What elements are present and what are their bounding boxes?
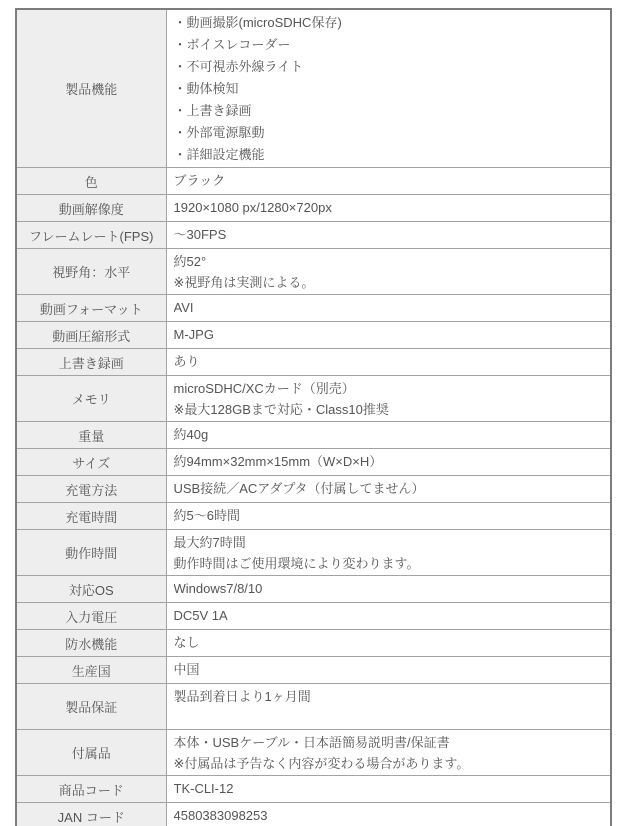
spec-value — [166, 603, 611, 630]
spec-value-line: microSDHC/XCカード（別売） — [173, 381, 355, 396]
table-row — [16, 222, 611, 249]
spec-value — [166, 449, 611, 476]
spec-value-line: なし — [173, 635, 200, 650]
spec-value — [166, 684, 611, 730]
spec-label: 動画解像度 — [16, 195, 166, 222]
spec-value-line: 中国 — [173, 662, 200, 677]
spec-label: 充電時間 — [16, 503, 166, 530]
spec-value-line — [174, 707, 604, 728]
table-row — [16, 249, 611, 295]
table-row — [16, 503, 611, 530]
spec-value — [166, 222, 611, 249]
table-row — [16, 803, 611, 826]
spec-value — [166, 295, 611, 322]
spec-label: 充電方法 — [16, 476, 166, 503]
spec-value — [166, 349, 611, 376]
spec-label: 動画圧縮形式 — [16, 322, 166, 349]
spec-value-line: 1920×1080 px/1280×720px — [173, 200, 332, 215]
table-row — [16, 730, 611, 776]
spec-label: 色 — [16, 168, 166, 195]
spec-label: 生産国 — [16, 657, 166, 684]
spec-value-line: DC5V 1A — [173, 608, 228, 623]
spec-label: 防水機能 — [16, 630, 166, 657]
table-row — [16, 195, 611, 222]
table-row — [16, 9, 611, 168]
table-row — [16, 657, 611, 684]
spec-label: 動作時間 — [16, 530, 166, 576]
spec-table-body — [16, 9, 611, 826]
spec-value-line: 本体・USBケーブル・日本語簡易説明書/保証書 — [173, 735, 450, 750]
spec-value — [166, 730, 611, 776]
table-row — [16, 630, 611, 657]
spec-value-line: 約5～6時間 — [173, 508, 240, 523]
table-row — [16, 530, 611, 576]
spec-value — [166, 576, 611, 603]
spec-label: 上書き録画 — [16, 349, 166, 376]
table-row — [16, 322, 611, 349]
spec-label: 視野角：水平 — [16, 249, 166, 295]
spec-label: 製品機能 — [16, 9, 166, 168]
spec-value-line: 製品到着日より1ヶ月間 — [173, 689, 311, 704]
spec-value-line: 約52° — [173, 254, 207, 269]
spec-value-line: TK-CLI-12 — [173, 781, 234, 796]
spec-value — [166, 530, 611, 576]
spec-value-line: ブラック — [173, 173, 226, 188]
table-row — [16, 376, 611, 422]
spec-label: 付属品 — [16, 730, 166, 776]
spec-value-line: ～30FPS — [173, 227, 227, 242]
spec-value — [166, 776, 611, 803]
spec-value-line: ・動体検知 — [173, 81, 239, 96]
spec-value-line: ※視野角は実測による。 — [173, 275, 315, 290]
table-row — [16, 684, 611, 730]
spec-value — [166, 249, 611, 295]
spec-value — [166, 657, 611, 684]
spec-value-line: 4580383098253 — [173, 808, 268, 823]
spec-value-line: ・外部電源駆動 — [173, 125, 265, 140]
spec-value-line: USB接続／ACアダプタ（付属してません） — [173, 481, 425, 496]
spec-label: 商品コード — [16, 776, 166, 803]
spec-value — [166, 503, 611, 530]
spec-label: 重量 — [16, 422, 166, 449]
spec-value — [166, 195, 611, 222]
spec-value-line: ・不可視赤外線ライト — [173, 59, 304, 74]
table-row — [16, 776, 611, 803]
spec-value-line: ・ボイスレコーダー — [173, 37, 291, 52]
spec-value-line: 約94mm×32mm×15mm（W×D×H） — [173, 454, 383, 469]
spec-value-line: Windows7/8/10 — [173, 581, 263, 596]
spec-value-line: M-JPG — [173, 327, 214, 342]
spec-label: JAN コード — [16, 803, 166, 826]
spec-label: メモリ — [16, 376, 166, 422]
spec-value — [166, 9, 611, 168]
spec-value-line: ・上書き録画 — [173, 103, 252, 118]
spec-label: 製品保証 — [16, 684, 166, 730]
spec-label: フレームレート(FPS) — [16, 222, 166, 249]
table-row — [16, 168, 611, 195]
table-row — [16, 422, 611, 449]
spec-value-line: ・動画撮影(microSDHC保存) — [173, 15, 342, 30]
spec-value-line: AVI — [173, 300, 194, 315]
spec-value-line: 動作時間はご使用環境により変わります。 — [173, 556, 420, 571]
spec-value — [166, 376, 611, 422]
spec-value-line: ・詳細設定機能 — [173, 147, 265, 162]
spec-value — [166, 322, 611, 349]
spec-label: 動画フォーマット — [16, 295, 166, 322]
spec-value — [166, 630, 611, 657]
spec-value-line: 最大約7時間 — [173, 535, 246, 550]
table-row — [16, 603, 611, 630]
spec-label: サイズ — [16, 449, 166, 476]
table-row — [16, 576, 611, 603]
spec-value-line: 約40g — [173, 427, 209, 442]
spec-value-line: ※最大128GBまで対応・Class10推奨 — [173, 402, 389, 417]
table-row — [16, 295, 611, 322]
table-row — [16, 476, 611, 503]
spec-value — [166, 803, 611, 826]
spec-label: 対応OS — [16, 576, 166, 603]
spec-value-line: ※付属品は予告なく内容が変わる場合があります。 — [173, 756, 470, 771]
table-row — [16, 349, 611, 376]
product-spec-table — [15, 8, 612, 826]
spec-value — [166, 476, 611, 503]
spec-value — [166, 422, 611, 449]
spec-value — [166, 168, 611, 195]
table-row — [16, 449, 611, 476]
spec-label: 入力電圧 — [16, 603, 166, 630]
spec-value-line: あり — [173, 354, 200, 369]
